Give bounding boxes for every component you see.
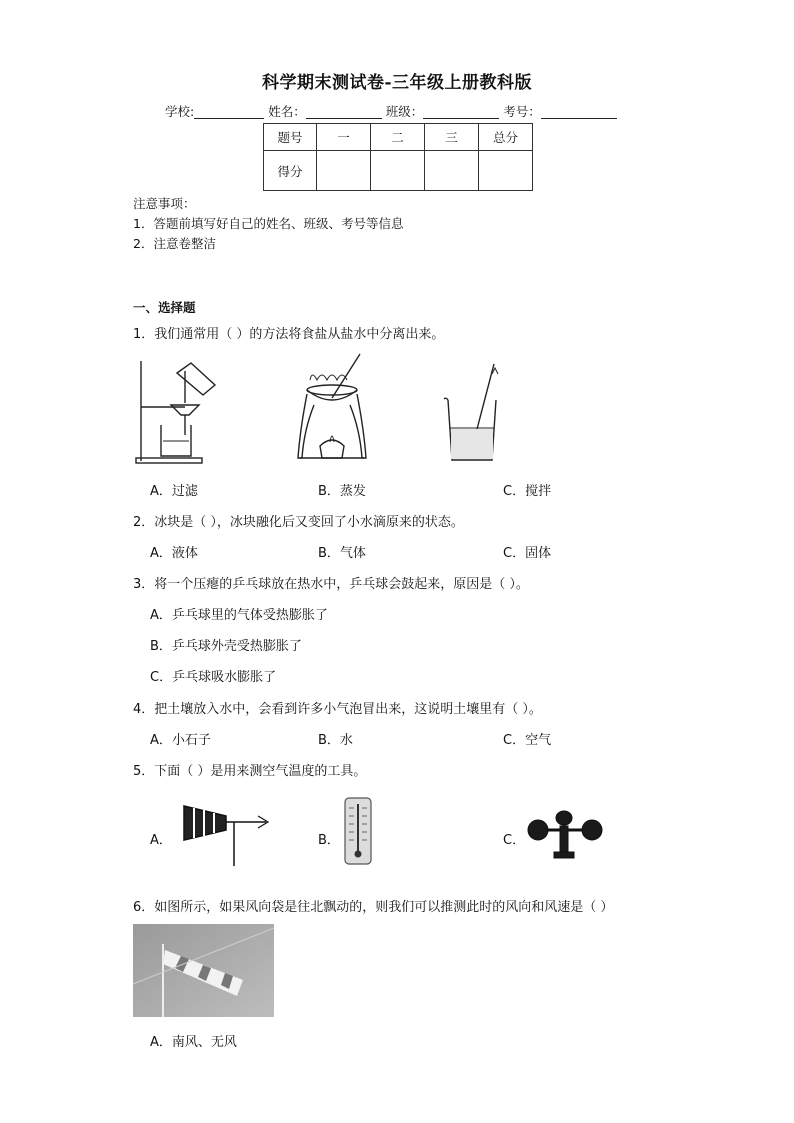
option-a[interactable]: A．: [150, 833, 172, 848]
score-header-cell: 二: [371, 124, 425, 151]
section-title: 一、选择题: [133, 300, 196, 315]
class-field[interactable]: [423, 105, 499, 119]
score-cell[interactable]: [479, 151, 533, 191]
page-title: 科学期末测试卷-三年级上册教科版: [261, 73, 533, 93]
exam-number-label: 考号：: [503, 104, 541, 119]
stirring-beaker-image: [440, 360, 508, 466]
score-header-cell: 一: [317, 124, 371, 151]
question-stem: 1．我们通常用（ ）的方法将食盐从盐水中分离出来。: [133, 327, 445, 342]
question-stem: 3．将一个压瘪的乒乓球放在热水中，乒乓球会鼓起来，原因是（ ）。: [133, 577, 529, 592]
notes-block: [133, 194, 403, 254]
option-c[interactable]: C．搅拌: [503, 484, 552, 499]
score-row-label: 得分: [264, 151, 317, 191]
score-table-score-row: [264, 151, 533, 191]
windsock-photo-image: [133, 924, 274, 1017]
option-a[interactable]: A．小石子: [150, 733, 211, 748]
score-cell[interactable]: [371, 151, 425, 191]
option-b[interactable]: B．乒乓球外壳受热膨胀了: [150, 639, 302, 654]
option-a[interactable]: A．液体: [150, 546, 198, 561]
name-field[interactable]: [306, 105, 382, 119]
score-header-cell: 三: [425, 124, 479, 151]
filtration-apparatus-image: [133, 355, 223, 467]
option-b[interactable]: B．气体: [318, 546, 366, 561]
windsock-vane-image: [176, 800, 276, 866]
option-b[interactable]: B．: [318, 833, 340, 848]
question-stem: 2．冰块是（ ），冰块融化后又变回了小水滴原来的状态。: [133, 515, 464, 530]
anemometer-image: [524, 808, 606, 860]
name-label: 姓名：: [268, 104, 306, 119]
school-field[interactable]: [194, 105, 264, 119]
score-header-cell: 题号: [264, 124, 317, 151]
option-b[interactable]: B．水: [318, 733, 353, 748]
note-item: 2．注意卷整洁: [133, 236, 216, 251]
score-table-header-row: [264, 124, 533, 151]
exam-number-field[interactable]: [541, 105, 617, 119]
option-c[interactable]: C．乒乓球吸水膨胀了: [150, 670, 277, 685]
score-header-cell: 总分: [479, 124, 533, 151]
option-a[interactable]: A．乒乓球里的气体受热膨胀了: [150, 608, 328, 623]
school-label: 学校:: [165, 104, 195, 119]
question-stem: 4．把土壤放入水中，会看到许多小气泡冒出来，这说明土壤里有（ ）。: [133, 702, 542, 717]
option-b[interactable]: B．蒸发: [318, 484, 366, 499]
notes-heading: 注意事项：: [133, 196, 196, 211]
option-c[interactable]: C．固体: [503, 546, 552, 561]
note-item: 1．答题前填写好自己的姓名、班级、考号等信息: [133, 216, 404, 231]
score-cell[interactable]: [425, 151, 479, 191]
thermometer-image: [343, 796, 373, 868]
option-c[interactable]: C．空气: [503, 733, 552, 748]
student-info-line: [165, 102, 617, 120]
option-a[interactable]: A．南风、无风: [150, 1035, 237, 1050]
option-c[interactable]: C．: [503, 833, 526, 848]
evaporation-apparatus-image: [292, 350, 372, 465]
score-cell[interactable]: [317, 151, 371, 191]
score-table: [263, 123, 533, 191]
question-stem: 5．下面（ ）是用来测空气温度的工具。: [133, 764, 367, 779]
class-label: 班级：: [385, 104, 424, 119]
question-stem: 6．如图所示，如果风向袋是往北飘动的，则我们可以推测此时的风向和风速是（ ）: [133, 900, 614, 915]
option-a[interactable]: A．过滤: [150, 484, 198, 499]
